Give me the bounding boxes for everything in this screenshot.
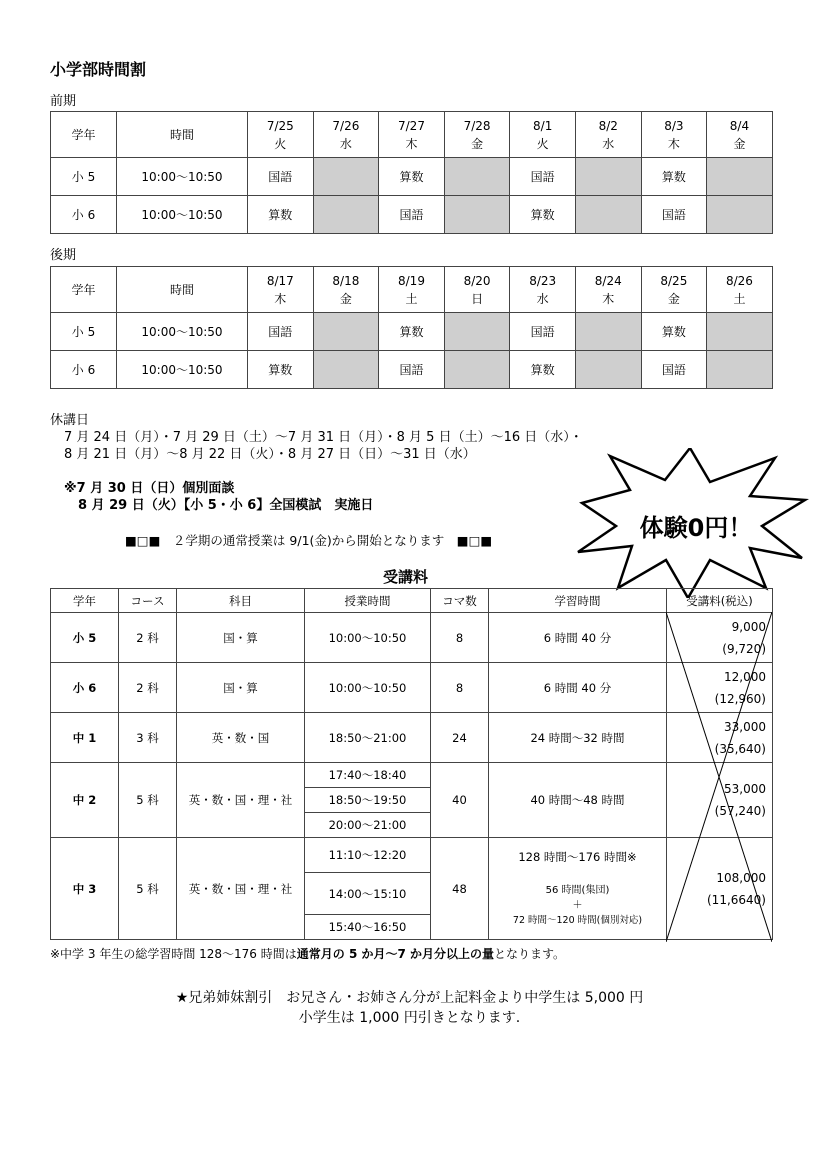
date-cell: 8/20 日 (444, 267, 510, 313)
events-block (64, 480, 373, 514)
first-term-table (50, 111, 773, 234)
first-term-label: 前期 (50, 94, 77, 109)
header-grade: 学年 (51, 112, 117, 158)
table-row: 中 3 5 科 英・数・国・理・社 11:10〜12:20 48 128 時間〜176 時間※ 56 時間(集団) ＋ 72 時間〜120 時間(個別対応) 108,000 (11,6640) (51, 838, 773, 873)
second-term-label: 後期 (50, 248, 77, 263)
price-strike-lines (666, 612, 772, 942)
date-cell: 8/4 金 (707, 112, 773, 158)
date-cell: 7/28 金 (444, 112, 510, 158)
table-row: 小 5 10:00〜10:50 国語 算数 国語 算数 (51, 313, 773, 351)
header-time: 時間 (117, 112, 248, 158)
header-time: 時間 (117, 267, 248, 313)
date-cell: 8/3 木 (641, 112, 707, 158)
promo-burst (570, 448, 810, 598)
announcement: ■□■ ２学期の通常授業は 9/1(金)から開始となります ■□■ (125, 533, 493, 548)
table-row: 小 6 10:00〜10:50 算数 国語 算数 国語 (51, 196, 773, 234)
date-cell: 8/17 木 (248, 267, 314, 313)
table-row: 中 1 3 科 英・数・国 18:50〜21:00 24 24 時間〜32 時間 33,000 (35,640) (51, 713, 773, 763)
date-cell: 8/25 金 (641, 267, 707, 313)
date-cell: 8/19 土 (379, 267, 445, 313)
date-cell: 8/1 火 (510, 112, 576, 158)
holidays-block (50, 412, 583, 463)
header-grade: 学年 (51, 267, 117, 313)
event-line-1: ※7 月 30 日（日）個別面談 (64, 481, 235, 496)
fee-table: 学年 コース 科目 授業時間 コマ数 学習時間 受講料(税込) 小 5 2 科 国・算 10:00〜10:50 8 6 時間 40 分 9,000 (9,720) 小 6 2 科 国・算 10:00〜10:50 8 6 時間 40 分 12,000 (12,960) 中 1 3 科 英・数・国 18:50〜21:00 24 24 時間〜32 時間 33,000 (35,640) 中 2 5 科 英・数・国・理・社 17:40〜18:40 40 40 時間〜48 時間 53,000 (57,240) 18:50〜19:50 20:00〜21:00 中 3 5 科 英・数・国・理・社 11:10〜12:20 48 128 時間〜176 時間※ 56 時間(集団) ＋ 72 時間〜120 時間(個別対応) 108,000 (11,6640) 14:00〜15:10 15:40〜16:50 (50, 588, 773, 940)
date-cell: 7/27 木 (379, 112, 445, 158)
holidays-label: 休講日 (50, 413, 90, 428)
date-cell: 8/23 水 (510, 267, 576, 313)
second-term-table (50, 266, 773, 389)
date-cell: 7/25 火 (248, 112, 314, 158)
date-cell: 8/26 土 (707, 267, 773, 313)
fee-title: 受講料 (383, 568, 429, 586)
table-row: 小 6 2 科 国・算 10:00〜10:50 8 6 時間 40 分 12,000 (12,960) (51, 663, 773, 713)
holidays-line-2: 8 月 21 日（月）〜8 月 22 日（火）・8 月 27 日（日）〜31 日（水） (64, 447, 476, 462)
promo-text: 体験0円！ (639, 514, 753, 542)
footnote: ※中学 3 年生の総学習時間 128〜176 時間は通常月の 5 か月〜7 か月分以上の量となります。 (50, 947, 566, 961)
date-cell: 8/18 金 (313, 267, 379, 313)
table-row: 小 5 10:00〜10:50 国語 算数 国語 算数 (51, 158, 773, 196)
table-row: 小 6 10:00〜10:50 算数 国語 算数 国語 (51, 351, 773, 389)
holidays-line-1: 7 月 24 日（月）・7 月 29 日（土）〜7 月 31 日（月）・8 月 5 日（土）〜16 日（水）・ (64, 430, 583, 445)
page-title: 小学部時間割 (50, 60, 147, 79)
event-line-2: 8 月 29 日（火）【小 5・小 6】全国模試 実施日 (78, 498, 374, 513)
table-row: 小 5 2 科 国・算 10:00〜10:50 8 6 時間 40 分 9,000 (9,720) (51, 613, 773, 663)
date-cell: 8/2 水 (575, 112, 641, 158)
sibling-discount: ★兄弟姉妹割引 お兄さん・お姉さん分が上記料金より中学生は 5,000 円 小学生は 1,000 円引きとなります. (175, 990, 644, 1026)
date-cell: 7/26 水 (313, 112, 379, 158)
table-row: 中 2 5 科 英・数・国・理・社 17:40〜18:40 40 40 時間〜48 時間 53,000 (57,240) (51, 763, 773, 788)
date-cell: 8/24 木 (575, 267, 641, 313)
